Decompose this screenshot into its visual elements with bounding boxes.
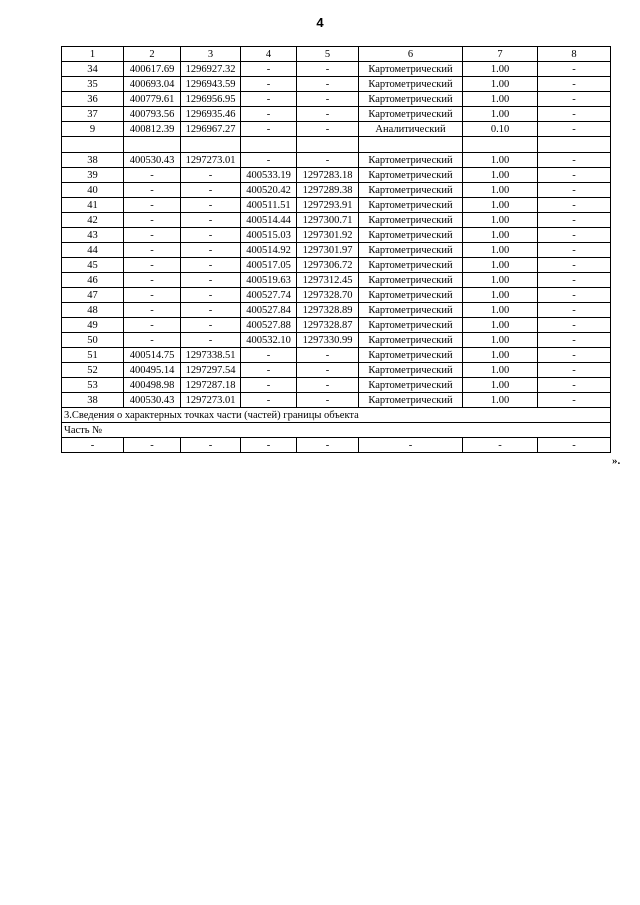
table-cell: 1297289.38 bbox=[297, 183, 359, 198]
table-cell: 400519.63 bbox=[241, 273, 297, 288]
table-cell: 1.00 bbox=[463, 258, 538, 273]
table-cell: - bbox=[124, 318, 181, 333]
table-cell: 1296935.46 bbox=[181, 107, 241, 122]
table-cell: 38 bbox=[62, 153, 124, 168]
table-row bbox=[62, 198, 611, 213]
table-cell: 50 bbox=[62, 333, 124, 348]
table-cell: 400514.75 bbox=[124, 348, 181, 363]
table-cell: 45 bbox=[62, 258, 124, 273]
table-cell: 400530.43 bbox=[124, 153, 181, 168]
table-cell: - bbox=[538, 363, 611, 378]
table-cell: 39 bbox=[62, 168, 124, 183]
table-cell: 7 bbox=[463, 47, 538, 62]
table-cell: Картометрический bbox=[359, 303, 463, 318]
table-cell: 400693.04 bbox=[124, 77, 181, 92]
table-cell: 400520.42 bbox=[241, 183, 297, 198]
table-cell: Картометрический bbox=[359, 258, 463, 273]
table-cell: - bbox=[538, 183, 611, 198]
table-cell: 51 bbox=[62, 348, 124, 363]
table-cell: - bbox=[538, 92, 611, 107]
section-title-row bbox=[62, 408, 611, 423]
table-cell: 1.00 bbox=[463, 213, 538, 228]
table-cell: - bbox=[181, 273, 241, 288]
table-cell: 1297300.71 bbox=[297, 213, 359, 228]
table-cell: 36 bbox=[62, 92, 124, 107]
table-cell: 3 bbox=[181, 47, 241, 62]
table-cell: 1.00 bbox=[463, 198, 538, 213]
table-cell: Картометрический bbox=[359, 348, 463, 363]
table-cell: - bbox=[181, 183, 241, 198]
empty-cell bbox=[124, 137, 181, 153]
final-row bbox=[62, 438, 611, 453]
coordinates-table bbox=[61, 46, 611, 453]
page-number: 4 bbox=[316, 15, 324, 30]
table-cell: - bbox=[297, 122, 359, 137]
table-cell: - bbox=[181, 303, 241, 318]
table-cell: 9 bbox=[62, 122, 124, 137]
table-cell: 41 bbox=[62, 198, 124, 213]
table-cell: Картометрический bbox=[359, 333, 463, 348]
empty-cell bbox=[359, 137, 463, 153]
part-label-row-text: Часть № bbox=[62, 423, 611, 438]
table-cell: 1297328.70 bbox=[297, 288, 359, 303]
table-cell: - bbox=[297, 348, 359, 363]
table-cell: 400515.03 bbox=[241, 228, 297, 243]
empty-cell bbox=[62, 137, 124, 153]
table-row bbox=[62, 258, 611, 273]
table-cell: - bbox=[241, 438, 297, 453]
table-row bbox=[62, 303, 611, 318]
table-cell: 42 bbox=[62, 213, 124, 228]
table-row bbox=[62, 107, 611, 122]
table-cell: 53 bbox=[62, 378, 124, 393]
table-cell: 400527.74 bbox=[241, 288, 297, 303]
table-cell: - bbox=[538, 62, 611, 77]
table-cell: 0.10 bbox=[463, 122, 538, 137]
table-cell: - bbox=[538, 153, 611, 168]
table-cell: 35 bbox=[62, 77, 124, 92]
table-cell: - bbox=[124, 258, 181, 273]
table-cell: Картометрический bbox=[359, 198, 463, 213]
table-cell: 1297301.97 bbox=[297, 243, 359, 258]
table-cell: - bbox=[538, 243, 611, 258]
table-cell: 1.00 bbox=[463, 348, 538, 363]
table-cell: - bbox=[297, 77, 359, 92]
table-cell: - bbox=[297, 92, 359, 107]
table-cell: 400495.14 bbox=[124, 363, 181, 378]
table-cell: 8 bbox=[538, 47, 611, 62]
table-cell: 400511.51 bbox=[241, 198, 297, 213]
table-row bbox=[62, 168, 611, 183]
table-row bbox=[62, 243, 611, 258]
table-cell: - bbox=[124, 243, 181, 258]
table-row bbox=[62, 333, 611, 348]
table-cell: - bbox=[241, 348, 297, 363]
empty-cell bbox=[241, 137, 297, 153]
table-cell: 1.00 bbox=[463, 62, 538, 77]
table-row bbox=[62, 318, 611, 333]
table-cell: - bbox=[538, 258, 611, 273]
table-cell: - bbox=[181, 243, 241, 258]
table-cell: - bbox=[181, 258, 241, 273]
table-cell: 1.00 bbox=[463, 228, 538, 243]
table-cell: - bbox=[181, 318, 241, 333]
table-cell: 400527.88 bbox=[241, 318, 297, 333]
table-row bbox=[62, 378, 611, 393]
empty-cell bbox=[181, 137, 241, 153]
table-cell: - bbox=[124, 183, 181, 198]
table-cell: 1297338.51 bbox=[181, 348, 241, 363]
table-cell: 1.00 bbox=[463, 363, 538, 378]
table-cell: - bbox=[241, 92, 297, 107]
table-cell: - bbox=[124, 438, 181, 453]
table-cell: - bbox=[62, 438, 124, 453]
table-cell: Аналитический bbox=[359, 122, 463, 137]
empty-cell bbox=[463, 137, 538, 153]
table-cell: - bbox=[181, 438, 241, 453]
empty-cell bbox=[538, 137, 611, 153]
table-row bbox=[62, 348, 611, 363]
table-cell: 400530.43 bbox=[124, 393, 181, 408]
table-cell: 1.00 bbox=[463, 273, 538, 288]
table-cell: - bbox=[538, 303, 611, 318]
table-cell: 1.00 bbox=[463, 77, 538, 92]
table-cell: 1296943.59 bbox=[181, 77, 241, 92]
table-cell: 1297287.18 bbox=[181, 378, 241, 393]
table-cell: 1297297.54 bbox=[181, 363, 241, 378]
table-row bbox=[62, 77, 611, 92]
table-cell: 34 bbox=[62, 62, 124, 77]
table-cell: - bbox=[463, 438, 538, 453]
table-cell: Картометрический bbox=[359, 92, 463, 107]
table-body bbox=[62, 47, 611, 453]
table-cell: 1.00 bbox=[463, 168, 538, 183]
table-cell: 1.00 bbox=[463, 183, 538, 198]
table-cell: 5 bbox=[297, 47, 359, 62]
table-cell: - bbox=[538, 198, 611, 213]
table-cell: 1.00 bbox=[463, 378, 538, 393]
table-cell: 44 bbox=[62, 243, 124, 258]
table-cell: - bbox=[124, 273, 181, 288]
table-cell: 1297283.18 bbox=[297, 168, 359, 183]
table-cell: 2 bbox=[124, 47, 181, 62]
section-title-row-text: 3.Сведения о характерных точках части (частей) границы объекта bbox=[62, 408, 611, 423]
table-cell: Картометрический bbox=[359, 107, 463, 122]
table-cell: Картометрический bbox=[359, 363, 463, 378]
table-row bbox=[62, 228, 611, 243]
table-cell: - bbox=[124, 198, 181, 213]
table-cell: - bbox=[297, 438, 359, 453]
table-cell: 52 bbox=[62, 363, 124, 378]
table-row bbox=[62, 213, 611, 228]
table-cell: - bbox=[538, 318, 611, 333]
empty-cell bbox=[297, 137, 359, 153]
table-cell: - bbox=[241, 122, 297, 137]
table-cell: - bbox=[241, 363, 297, 378]
table-cell: Картометрический bbox=[359, 183, 463, 198]
table-cell: - bbox=[241, 107, 297, 122]
table-cell: 400527.84 bbox=[241, 303, 297, 318]
table-cell: Картометрический bbox=[359, 378, 463, 393]
table-cell: 1296967.27 bbox=[181, 122, 241, 137]
table-cell: 1.00 bbox=[463, 333, 538, 348]
table-cell: - bbox=[241, 62, 297, 77]
table-cell: - bbox=[124, 303, 181, 318]
table-cell: Картометрический bbox=[359, 168, 463, 183]
table-cell: 400514.44 bbox=[241, 213, 297, 228]
table-cell: - bbox=[124, 213, 181, 228]
table-cell: 47 bbox=[62, 288, 124, 303]
table-cell: 1297273.01 bbox=[181, 393, 241, 408]
table-cell: 1297293.91 bbox=[297, 198, 359, 213]
table-cell: Картометрический bbox=[359, 153, 463, 168]
table-row bbox=[62, 153, 611, 168]
table-cell: - bbox=[181, 228, 241, 243]
table-row bbox=[62, 62, 611, 77]
table-cell: 1.00 bbox=[463, 153, 538, 168]
table-cell: 43 bbox=[62, 228, 124, 243]
table-cell: - bbox=[124, 168, 181, 183]
table-cell: 1.00 bbox=[463, 107, 538, 122]
table-cell: 400498.98 bbox=[124, 378, 181, 393]
table-cell: 1.00 bbox=[463, 92, 538, 107]
table-cell: 38 bbox=[62, 393, 124, 408]
table-cell: 400812.39 bbox=[124, 122, 181, 137]
table-cell: 1297330.99 bbox=[297, 333, 359, 348]
table-cell: - bbox=[538, 273, 611, 288]
table-cell: 37 bbox=[62, 107, 124, 122]
table-cell: 1296956.95 bbox=[181, 92, 241, 107]
table-cell: - bbox=[538, 122, 611, 137]
table-cell: 1.00 bbox=[463, 393, 538, 408]
table-cell: 1.00 bbox=[463, 288, 538, 303]
table-cell: - bbox=[538, 107, 611, 122]
table-row bbox=[62, 273, 611, 288]
table-cell: 400532.10 bbox=[241, 333, 297, 348]
table-row bbox=[62, 122, 611, 137]
table-row bbox=[62, 363, 611, 378]
table-cell: Картометрический bbox=[359, 77, 463, 92]
table-cell: 400517.05 bbox=[241, 258, 297, 273]
table-cell: 400617.69 bbox=[124, 62, 181, 77]
table-cell: 1 bbox=[62, 47, 124, 62]
table-cell: Картометрический bbox=[359, 273, 463, 288]
table-cell: - bbox=[538, 77, 611, 92]
table-cell: - bbox=[181, 168, 241, 183]
table-cell: - bbox=[297, 62, 359, 77]
part-label-row bbox=[62, 423, 611, 438]
table-cell: - bbox=[297, 107, 359, 122]
table-cell: 4 bbox=[241, 47, 297, 62]
table-cell: 400533.19 bbox=[241, 168, 297, 183]
table-cell: - bbox=[538, 333, 611, 348]
table-cell: 400793.56 bbox=[124, 107, 181, 122]
table-cell: - bbox=[241, 378, 297, 393]
table-cell: - bbox=[538, 228, 611, 243]
table-cell: Картометрический bbox=[359, 318, 463, 333]
table-cell: - bbox=[538, 213, 611, 228]
table-cell: 46 bbox=[62, 273, 124, 288]
table-cell: Картометрический bbox=[359, 213, 463, 228]
table-cell: - bbox=[241, 153, 297, 168]
table-row bbox=[62, 92, 611, 107]
table-cell: - bbox=[124, 288, 181, 303]
table-cell: 1.00 bbox=[463, 318, 538, 333]
header-row bbox=[62, 47, 611, 62]
table-cell: 40 bbox=[62, 183, 124, 198]
table-cell: 1297328.87 bbox=[297, 318, 359, 333]
table-cell: - bbox=[297, 363, 359, 378]
table-cell: Картометрический bbox=[359, 288, 463, 303]
table-cell: - bbox=[538, 393, 611, 408]
table-cell: 400514.92 bbox=[241, 243, 297, 258]
table-cell: Картометрический bbox=[359, 393, 463, 408]
table-row bbox=[62, 288, 611, 303]
table-cell: Картометрический bbox=[359, 228, 463, 243]
table-cell: - bbox=[297, 393, 359, 408]
blank-row bbox=[62, 137, 611, 153]
table-cell: - bbox=[124, 228, 181, 243]
table-cell: - bbox=[538, 288, 611, 303]
table-cell: 1.00 bbox=[463, 303, 538, 318]
closing-quote-mark: ». bbox=[612, 455, 621, 467]
table-cell: - bbox=[181, 333, 241, 348]
table-cell: 1297328.89 bbox=[297, 303, 359, 318]
table-cell: - bbox=[297, 378, 359, 393]
table-cell: - bbox=[181, 213, 241, 228]
table-row bbox=[62, 183, 611, 198]
table-cell: 1.00 bbox=[463, 243, 538, 258]
table-cell: - bbox=[538, 438, 611, 453]
table-cell: 1297312.45 bbox=[297, 273, 359, 288]
table-cell: 1297306.72 bbox=[297, 258, 359, 273]
table-cell: - bbox=[538, 348, 611, 363]
table-cell: 49 bbox=[62, 318, 124, 333]
table-cell: Картометрический bbox=[359, 62, 463, 77]
table-cell: 1297301.92 bbox=[297, 228, 359, 243]
table-row bbox=[62, 393, 611, 408]
table-cell: - bbox=[181, 288, 241, 303]
table-cell: 1297273.01 bbox=[181, 153, 241, 168]
table-cell: 1296927.32 bbox=[181, 62, 241, 77]
table-cell: 6 bbox=[359, 47, 463, 62]
table-cell: - bbox=[359, 438, 463, 453]
table-cell: - bbox=[538, 378, 611, 393]
table-cell: - bbox=[181, 198, 241, 213]
table-cell: - bbox=[124, 333, 181, 348]
table-cell: - bbox=[538, 168, 611, 183]
table-cell: - bbox=[297, 153, 359, 168]
table-cell: - bbox=[241, 77, 297, 92]
table-cell: 48 bbox=[62, 303, 124, 318]
table-cell: Картометрический bbox=[359, 243, 463, 258]
table-cell: - bbox=[241, 393, 297, 408]
table-cell: 400779.61 bbox=[124, 92, 181, 107]
